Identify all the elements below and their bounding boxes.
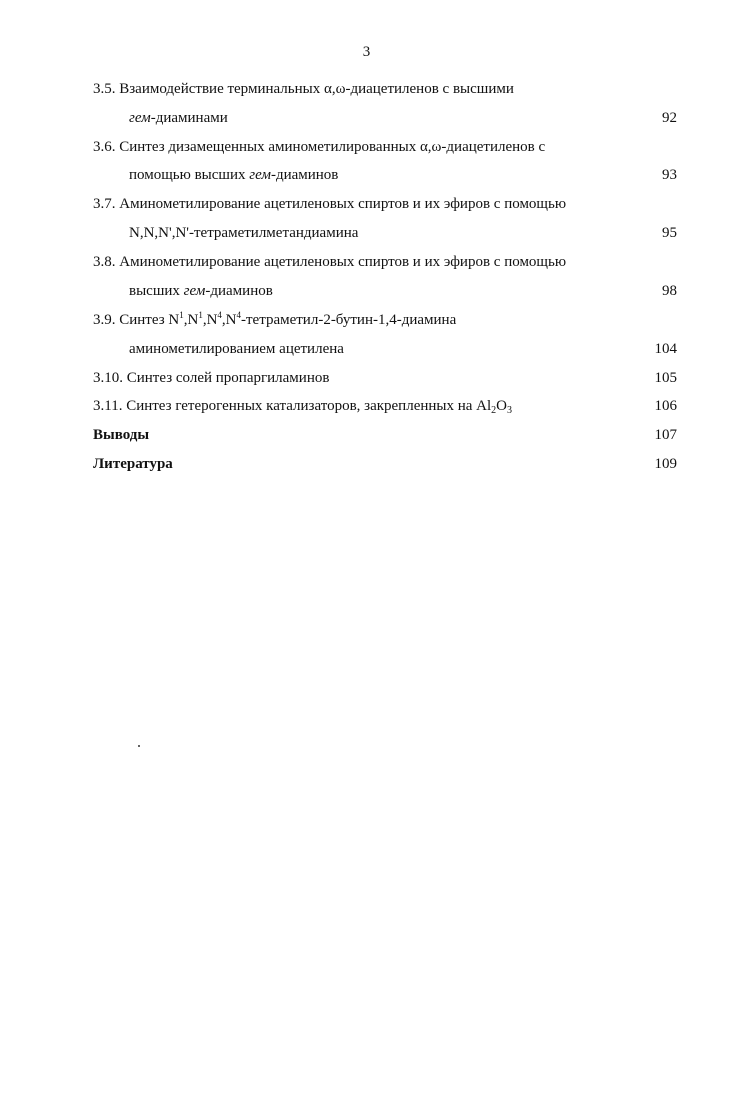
toc-entry-3-5-page: 92 (662, 110, 677, 126)
superscript: 4 (236, 310, 241, 320)
toc-text: 3.11. Синтез гетерогенных катализаторов, закрепленных на Al (93, 398, 492, 414)
toc-entry-references: Литература (93, 456, 173, 472)
toc-entry-3-7-line2: N,N,N',N'-тетраметилметандиамина (129, 225, 359, 241)
toc-entry-3-11-page: 106 (654, 398, 677, 414)
toc-entry-3-6-page: 93 (662, 167, 677, 183)
subscript: 2 (491, 405, 497, 416)
toc-entry-3-8-page: 98 (662, 283, 677, 299)
toc-text-italic: гем (183, 283, 206, 299)
toc-entry-references-page: 109 (654, 456, 677, 472)
toc-entry-3-9-line2: аминометилированием ацетилена (129, 341, 344, 357)
toc-entry-3-6-line1: 3.6. Синтез дизамещенных аминометилированных α,ω-диацетиленов с (93, 139, 546, 155)
toc-text: высших (129, 283, 184, 299)
toc-entry-3-7-line1: 3.7. Аминометилирование ацетиленовых спиртов и их эфиров с помощью (93, 196, 567, 212)
toc-text: ,N (183, 312, 199, 328)
toc-text-italic: гем (129, 110, 151, 126)
superscript: 1 (179, 310, 184, 320)
toc-entry-conclusions-page: 107 (654, 427, 677, 443)
subscript: 3 (507, 405, 513, 416)
toc-text: O (496, 398, 508, 414)
page-number: 3 (362, 44, 371, 60)
toc-entry-3-11-line1 (93, 397, 512, 415)
toc-text: помощью высших (129, 167, 250, 183)
toc-entry-3-8-line2 (129, 282, 273, 300)
stray-dot (138, 745, 140, 747)
toc-text-italic: гем (249, 167, 271, 183)
toc-text: 3.9. Синтез N (93, 312, 180, 328)
toc-text: ,N (202, 312, 218, 328)
superscript: 1 (198, 310, 203, 320)
toc-entry-3-5-line1: 3.5. Взаимодействие терминальных α,ω-диацетиленов с высшими (93, 81, 514, 97)
toc-text: -тетраметил-2-бутин-1,4-диамина (241, 312, 457, 328)
toc-entry-3-7-page: 95 (662, 225, 677, 241)
toc-entry-3-10-page: 105 (654, 370, 677, 386)
toc-entry-3-8-line1: 3.8. Аминометилирование ацетиленовых спиртов и их эфиров с помощью (93, 254, 567, 270)
toc-entry-3-5-line2 (129, 109, 228, 127)
toc-entry-3-9-page: 104 (654, 341, 677, 357)
toc-entry-3-6-line2 (129, 166, 338, 184)
toc-text: ,N (221, 312, 237, 328)
toc-entry-conclusions: Выводы (93, 427, 150, 443)
toc-entry-3-10-line1: 3.10. Синтез солей пропаргиламинов (93, 370, 330, 386)
superscript: 4 (217, 310, 222, 320)
toc-entry-3-9-line1 (93, 311, 456, 329)
toc-text: -диаминов (270, 167, 339, 183)
toc-text: -диаминов (205, 283, 273, 299)
toc-text: -диаминами (150, 110, 228, 126)
